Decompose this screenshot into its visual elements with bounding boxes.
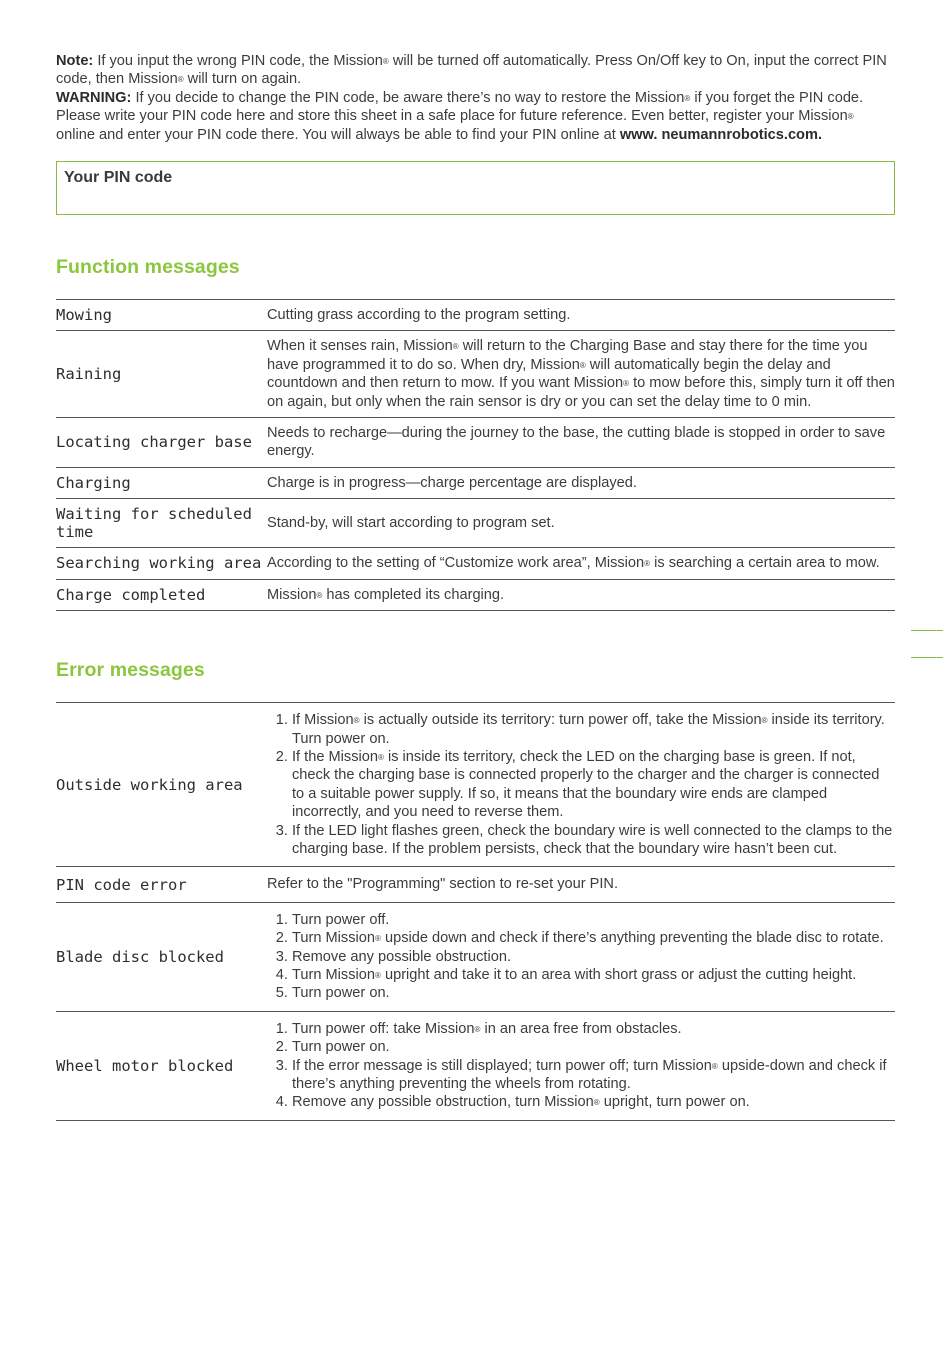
table-row: [56, 703, 895, 867]
step-item: 2. Turn power on.: [292, 1038, 895, 1056]
table-row: [56, 1011, 895, 1120]
message-term: Charge completed: [56, 579, 267, 610]
message-term: Raining: [56, 331, 267, 418]
step-item: 4. Remove any possible obstruction, turn Mission® upright, turn power on.: [292, 1093, 895, 1111]
step-item: 1. Turn power off.: [292, 911, 895, 929]
step-item: 3. If the LED light flashes green, check the boundary wire is well connected to the clamps to the charging base. If the problem persists, check that the boundary wire hasn’t been cut.: [292, 822, 895, 859]
step-item: 1. Turn power off: take Mission® in an area free from obstacles.: [292, 1020, 895, 1038]
error-messages-table: [56, 702, 895, 1121]
margin-tab-line-top: [911, 630, 943, 631]
step-item: 5. Turn power on.: [292, 984, 895, 1002]
function-messages-table: [56, 299, 895, 611]
message-description: When it senses rain, Mission® will return to the Charging Base and stay there for the time you have programmed it to do so. When dry, Mission® will automatically begin the delay and countdown and then return to mow. If you want Mission® to mow before this, simply turn it off then on again, but only when the rain sensor is dry or you can set the delay time to 0 min.: [267, 331, 895, 418]
message-term: Mowing: [56, 300, 267, 331]
step-item: 3. Remove any possible obstruction.: [292, 948, 895, 966]
table-row: [56, 548, 895, 579]
message-description: Needs to recharge—during the journey to the base, the cutting blade is stopped in order to save energy.: [267, 418, 895, 468]
pin-code-label: Your PIN code: [64, 169, 173, 187]
message-description: Refer to the "Programming" section to re-set your PIN.: [267, 867, 895, 902]
message-term: PIN code error: [56, 867, 267, 902]
pin-code-box: [56, 161, 895, 215]
step-item: 4. Turn Mission® upright and take it to an area with short grass or adjust the cutting height.: [292, 966, 895, 984]
manual-page: [56, 52, 895, 1121]
table-row: [56, 902, 895, 1011]
margin-tab-line-bottom: [911, 657, 943, 658]
message-term: Wheel motor blocked: [56, 1011, 267, 1120]
message-description: [267, 703, 895, 867]
step-list: [267, 711, 895, 858]
table-row: [56, 331, 895, 418]
step-item: 2. If the Mission® is inside its territory, check the LED on the charging base is green. If not, check the charging base is connected properly to the charger and the charger is connected to a suitable power supply. If so, it means that the boundary wire ends are clamped incorrectly, and you need to reverse them.: [292, 748, 895, 822]
message-description: Stand-by, will start according to program set.: [267, 499, 895, 548]
table-row: [56, 467, 895, 498]
message-term: Charging: [56, 467, 267, 498]
message-description: Mission® has completed its charging.: [267, 579, 895, 610]
table-row: [56, 867, 895, 902]
message-description: [267, 1011, 895, 1120]
website-link[interactable]: www. neumannrobotics.com.: [619, 126, 823, 143]
function-messages-title: Function messages: [56, 256, 240, 279]
note-text: If you input the wrong PIN code, the Mission® will be turned off automatically. Press On/Off key to On, input the correct PIN code, then Mission® will turn on again.: [56, 53, 887, 88]
message-term: Waiting for scheduled time: [56, 499, 267, 548]
table-row: [56, 300, 895, 331]
step-list: [267, 911, 895, 1003]
message-description: Charge is in progress—charge percentage are displayed.: [267, 467, 895, 498]
step-list: [267, 1020, 895, 1112]
message-description: According to the setting of “Customize work area”, Mission® is searching a certain area to mow.: [267, 548, 895, 579]
table-row: [56, 418, 895, 468]
message-term: Searching working area: [56, 548, 267, 579]
message-term: Outside working area: [56, 703, 267, 867]
error-messages-title: Error messages: [56, 659, 205, 682]
warning-label: WARNING:: [56, 89, 132, 106]
message-term: Locating charger base: [56, 418, 267, 468]
step-item: 3. If the error message is still displayed; turn power off; turn Mission® upside-down and check if there’s anything preventing the wheels from rotating.: [292, 1057, 895, 1094]
table-row: [56, 499, 895, 548]
table-row: [56, 579, 895, 610]
step-item: 1. If Mission® is actually outside its territory: turn power off, take the Mission® inside its territory. Turn power on.: [292, 711, 895, 748]
note-label: Note:: [56, 53, 94, 69]
message-description: Cutting grass according to the program setting.: [267, 300, 895, 331]
warning-text: If you decide to change the PIN code, be aware there’s no way to restore the Mission® if you forget the PIN code. Please write your PIN code here and store this sheet in a safe place for future reference. Even better, register your Mission® online and enter your PIN code there. You will always be able to find your PIN online at: [56, 89, 864, 143]
message-description: [267, 902, 895, 1011]
step-item: 2. Turn Mission® upside down and check if there’s anything preventing the blade disc to rotate.: [292, 929, 895, 947]
intro-paragraph: [56, 52, 895, 144]
message-term: Blade disc blocked: [56, 902, 267, 1011]
